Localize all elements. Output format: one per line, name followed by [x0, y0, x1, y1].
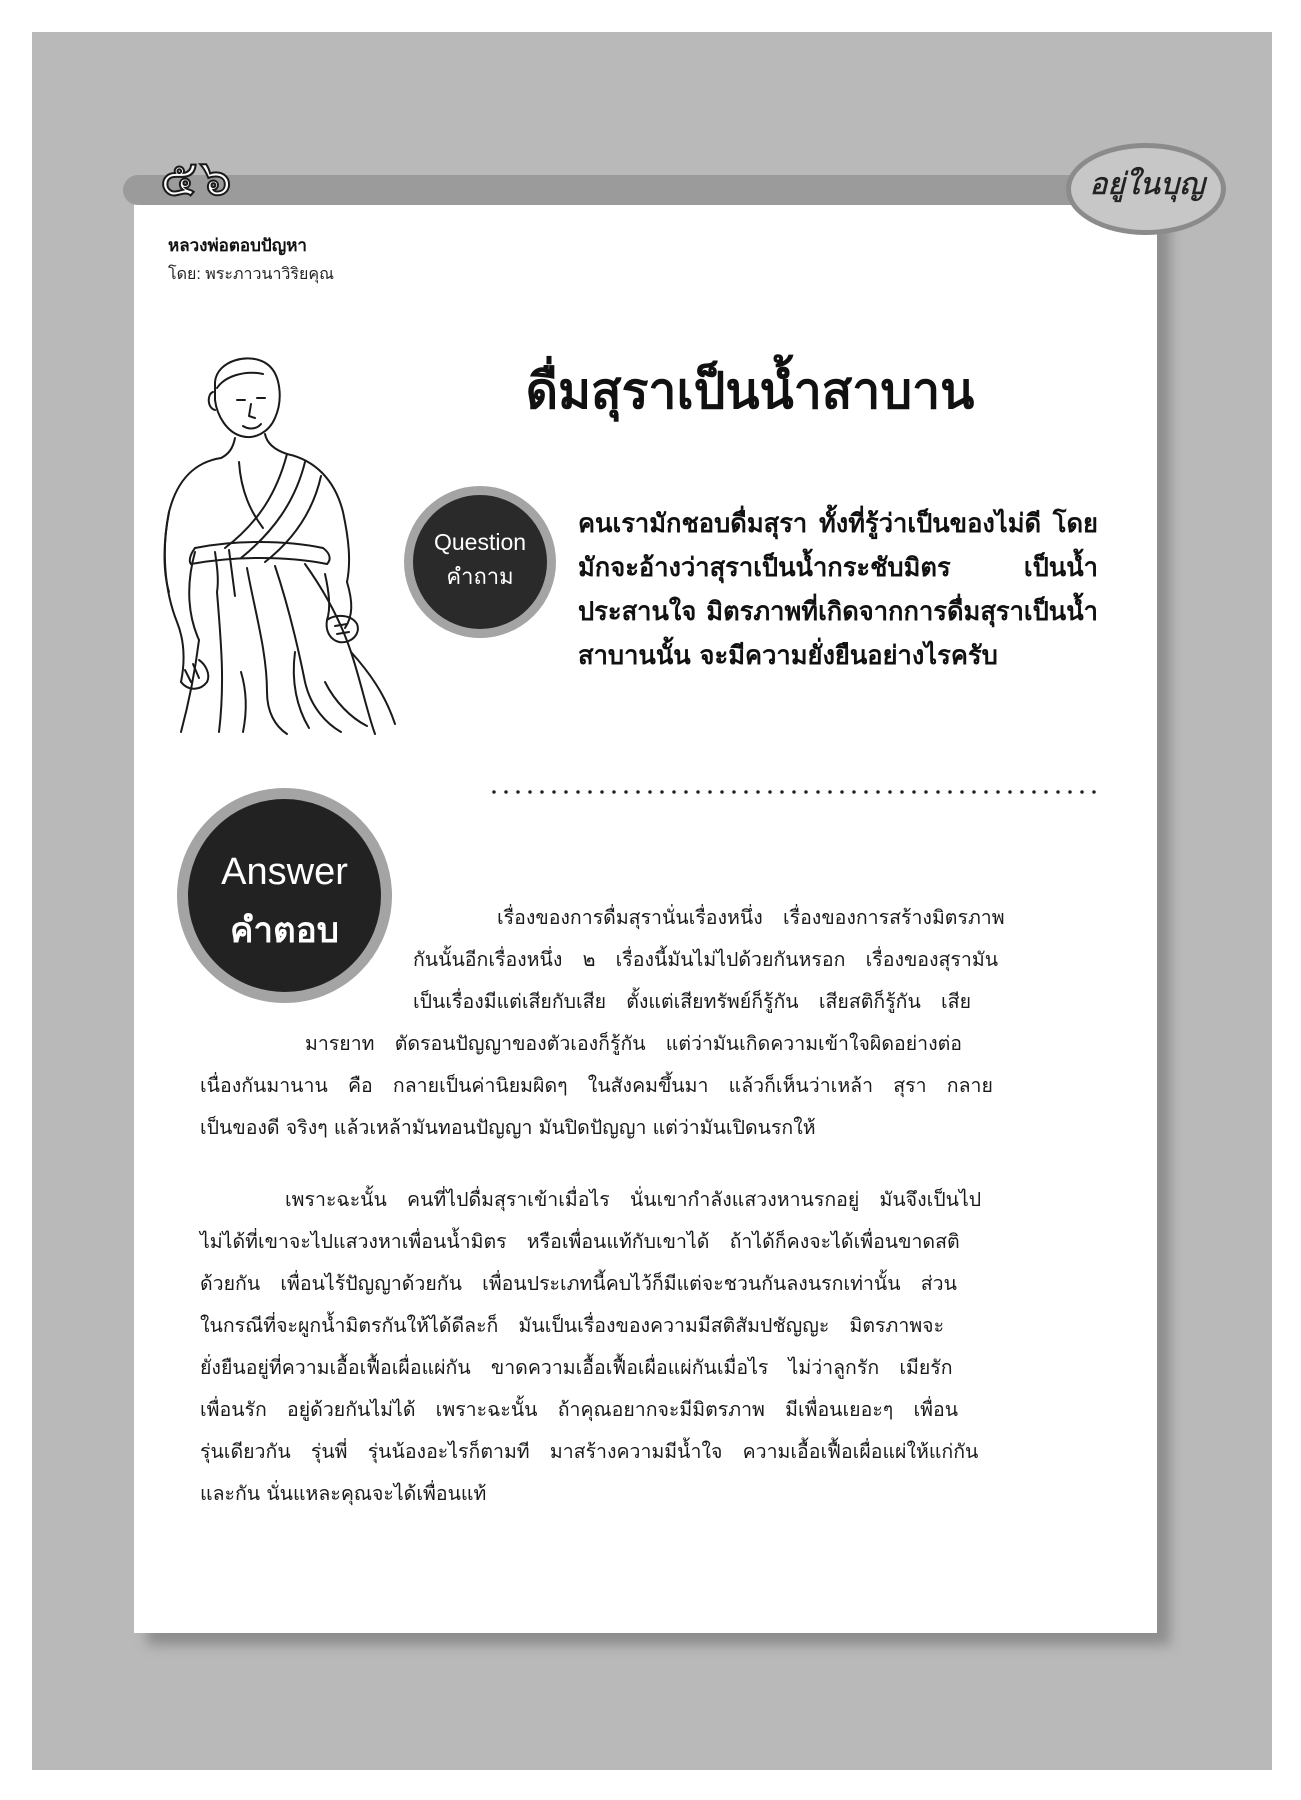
question-badge-en: Question: [433, 529, 527, 555]
answer-badge-en: Answer: [221, 851, 348, 893]
answer-badge: [177, 788, 392, 1003]
answer-line: มารยาท ตัดรอนปัญญาของตัวเองก็รู้กัน แต่ว่ามันเกิดความเข้าใจผิดอย่างต่อ: [305, 1032, 963, 1055]
brand-logo-text: อยู่ในบุญ: [1089, 167, 1205, 202]
answer-line: ด้วยกัน เพื่อนไร้ปัญญาด้วยกัน เพื่อนประเภทนี้คบไว้ก็มีแต่จะชวนกันลงนรกเท่านั้น ส่วน: [200, 1272, 957, 1295]
byline: โดย: พระภาวนาวิริยคุณ: [168, 266, 334, 283]
answer-line: เรื่องของการดื่มสุรานั่นเรื่องหนึ่ง เรื่องของการสร้างมิตรภาพ: [497, 906, 1005, 929]
answer-line: เพราะฉะนั้น คนที่ไปดื่มสุราเข้าเมื่อไร นั่นเขากำลังแสวงหานรกอยู่ มันจึงเป็นไป: [285, 1188, 982, 1211]
answer-line: กันนั้นอีกเรื่องหนึ่ง ๒ เรื่องนี้มันไม่ไปด้วยกันหรอก เรื่องของสุรามัน: [413, 948, 999, 971]
answer-line: เพื่อนรัก อยู่ด้วยกันไม่ได้ เพราะฉะนั้น ถ้าคุณอยากจะมีมิตรภาพ มีเพื่อนเยอะๆ เพื่อน: [200, 1398, 959, 1421]
answer-line: เนื่องกันมานาน คือ กลายเป็นค่านิยมผิดๆ ในสังคมขึ้นมา แล้วก็เห็นว่าเหล้า สุรา กลาย: [200, 1074, 993, 1097]
column-title: หลวงพ่อตอบปัญหา: [168, 236, 307, 255]
answer-line: ไม่ได้ที่เขาจะไปแสวงหาเพื่อนน้ำมิตร หรือเพื่อนแท้กับเขาได้ ถ้าได้ก็คงจะได้เพื่อนขาดสติ: [200, 1230, 960, 1253]
question-badge: [404, 486, 556, 638]
dotted-divider: [488, 784, 1103, 800]
answer-line: รุ่นเดียวกัน รุ่นพี่ รุ่นน้องอะไรก็ตามที มาสร้างความมีน้ำใจ ความเอื้อเฟื้อเผื่อแผ่ให้แก่กัน: [200, 1440, 979, 1463]
article-headline: ดื่มสุราเป็นน้ำสาบาน: [525, 361, 975, 420]
monk-illustration: [155, 352, 410, 737]
answer-line: ในกรณีที่จะผูกน้ำมิตรกันให้ได้ดีละก็ มันเป็นเรื่องของความมีสติสัมปชัญญะ มิตรภาพจะ: [200, 1314, 945, 1337]
answer-badge-th: คำตอบ: [229, 911, 340, 951]
page-number: ๕๖: [160, 149, 234, 207]
answer-line: ยั่งยืนอยู่ที่ความเอื้อเฟื้อเผื่อแผ่กัน ขาดความเอื้อเฟื้อเผื่อแผ่กันเมื่อไร ไม่ว่าลูกรัก เมียรัก: [200, 1356, 953, 1379]
question-badge-th: คำถาม: [446, 565, 514, 590]
answer-line: เป็นของดี จริงๆ แล้วเหล้ามันทอนปัญญา มันปิดปัญญา แต่ว่ามันเปิดนรกให้: [200, 1116, 816, 1139]
header-bar: [123, 175, 1163, 205]
answer-line: และกัน นั่นแหละคุณจะได้เพื่อนแท้: [200, 1482, 487, 1505]
answer-line: เป็นเรื่องมีแต่เสียกับเสีย ตั้งแต่เสียทรัพย์ก็รู้กัน เสียสติก็รู้กัน เสีย: [413, 990, 971, 1013]
question-text: คนเรามักชอบดื่มสุรา ทั้งที่รู้ว่าเป็นของไม่ดี โดยมักจะอ้างว่าสุราเป็นน้ำกระชับมิตร เป็นน้ำประสานใจ มิตรภาพที่เกิดจากการดื่มสุราเป็นน้ำสาบานนั้น จะมีความยั่งยืนอย่างไรครับ: [578, 509, 1098, 671]
